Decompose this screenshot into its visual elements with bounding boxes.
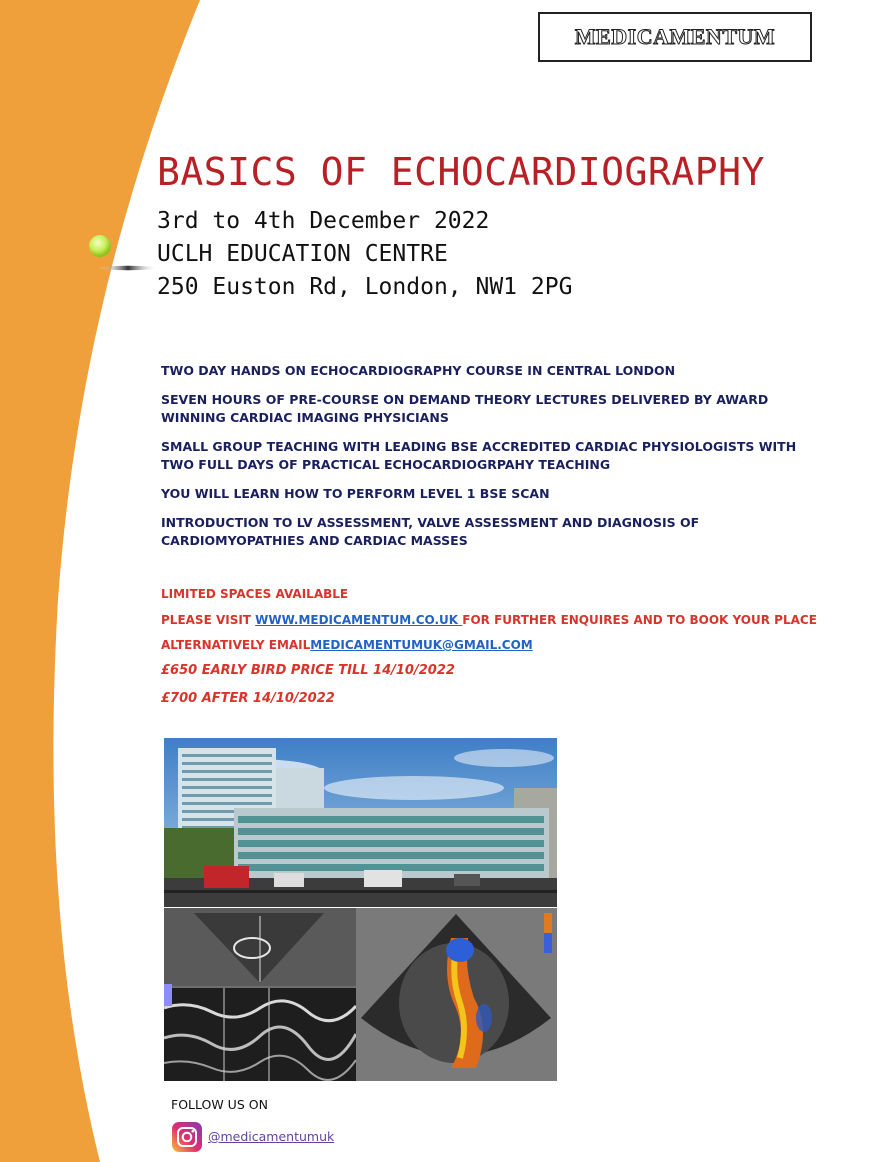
highlight-item: INTRODUCTION TO LV ASSESSMENT, VALVE ASSESSMENT AND DIAGNOSIS OF CARDIOMYOPATHIES AND CARDIAC MASSES [161, 515, 700, 548]
highlight-item: YOU WILL LEARN HOW TO PERFORM LEVEL 1 BSE SCAN [161, 486, 550, 501]
instagram-handle-link[interactable]: @medicamentumuk [208, 1129, 335, 1144]
late-price: £700 AFTER 14/10/2022 [161, 690, 335, 706]
echo-doppler-image [356, 908, 557, 1081]
instagram-icon[interactable] [172, 1122, 202, 1152]
event-address: 250 Euston Rd, London, NW1 2PG [157, 274, 573, 300]
email-link[interactable]: MEDICAMENTUMUK@GMAIL.COM [310, 638, 533, 652]
limited-spaces-notice: LIMITED SPACES AVAILABLE [161, 587, 349, 601]
brand-name: MEDICAMENTUM [574, 24, 776, 49]
email-line [161, 637, 841, 653]
website-link[interactable]: WWW.MEDICAMENTUM.CO.UK [255, 612, 463, 627]
follow-us-label: FOLLOW US ON [171, 1097, 268, 1112]
brand-logo-box [538, 12, 812, 62]
hospital-building-photo [164, 738, 557, 907]
course-highlights [161, 362, 821, 561]
email-prefix: ALTERNATIVELY EMAIL [161, 638, 311, 652]
early-bird-price: £650 EARLY BIRD PRICE TILL 14/10/2022 [161, 662, 455, 678]
highlight-item: SMALL GROUP TEACHING WITH LEADING BSE ACCREDITED CARDIAC PHYSIOLOGISTS WITH TWO FULL DAYS OF PRACTICAL ECHOCARDIOGRPAHY TEACHING [161, 439, 797, 472]
visit-prefix: PLEASE VISIT [161, 612, 256, 627]
visit-suffix: FOR FURTHER ENQUIRES AND TO BOOK YOUR PLACE [462, 612, 817, 627]
booking-info [161, 586, 841, 719]
event-title: BASICS OF ECHOCARDIOGRAPHY [157, 150, 765, 194]
event-venue: UCLH EDUCATION CENTRE [157, 241, 448, 267]
highlight-item: TWO DAY HANDS ON ECHOCARDIOGRAPHY COURSE IN CENTRAL LONDON [161, 363, 676, 378]
echo-mmode-image [164, 908, 356, 1081]
event-dates: 3rd to 4th December 2022 [157, 208, 490, 234]
visit-website-line [161, 612, 841, 628]
highlight-item: SEVEN HOURS OF PRE-COURSE ON DEMAND THEORY LECTURES DELIVERED BY AWARD WINNING CARDIAC IMAGING PHYSICIANS [161, 392, 769, 425]
event-details [157, 205, 572, 304]
